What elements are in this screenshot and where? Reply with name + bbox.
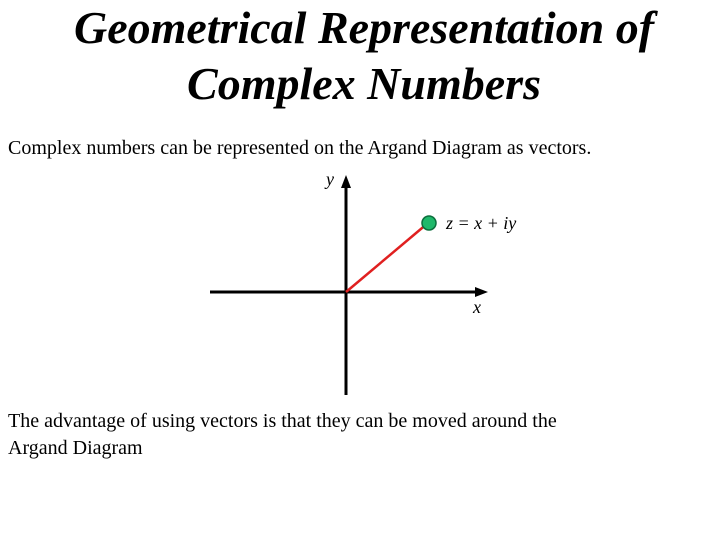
complex-vector <box>346 223 428 292</box>
title-line-2: Complex Numbers <box>187 58 541 109</box>
point-z-label: z = x + iy <box>446 213 517 233</box>
advantage-note <box>8 408 708 462</box>
y-axis-arrow <box>341 175 351 188</box>
y-axis-label: y <box>326 169 334 189</box>
title-line-1: Geometrical Representation of <box>73 2 655 53</box>
note-line-2: Argand Diagram <box>8 437 143 459</box>
slide-title <box>0 0 728 112</box>
note-line-1: The advantage of using vectors is that they can be moved around the <box>8 410 557 432</box>
x-axis-arrow <box>475 287 488 297</box>
argand-diagram <box>0 160 728 410</box>
x-axis-label: x <box>473 297 481 317</box>
intro-text: Complex numbers can be represented on the Argand Diagram as vectors. <box>8 137 592 159</box>
point-z <box>422 216 436 230</box>
